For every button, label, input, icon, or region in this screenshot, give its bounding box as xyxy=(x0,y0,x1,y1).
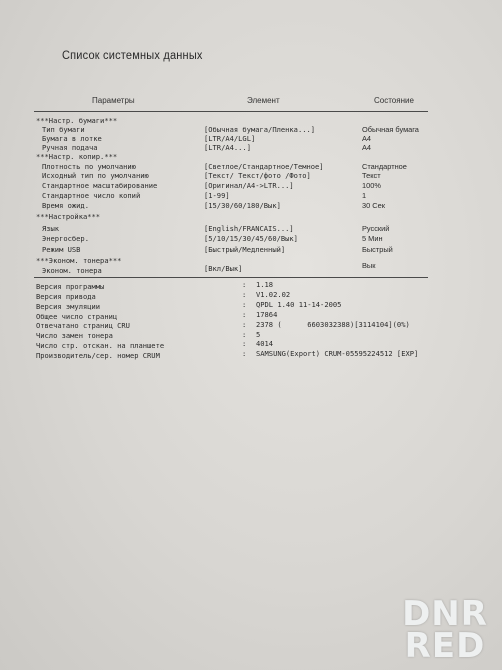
table-row-label: Стандартное масштабирование xyxy=(42,181,158,190)
info-label: Версия привода xyxy=(36,292,96,301)
table-row-element: [Текст/ Текст/фото /Фото] xyxy=(204,171,311,180)
info-label: Число стр. отскан. на планшете xyxy=(36,341,165,350)
table-row-element: [1-99] xyxy=(204,191,230,200)
table-row-element: [15/30/60/180/Вык] xyxy=(204,201,281,210)
info-colon: : xyxy=(242,300,247,309)
table-row-label: Бумага в лотке xyxy=(42,134,102,143)
info-label: Версия программы xyxy=(36,282,105,291)
table-row-element: [5/10/15/30/45/60/Вык] xyxy=(204,234,298,243)
table-row-element: [Быстрый/Медленный] xyxy=(204,245,286,254)
section-heading: ***Эконом. тонера*** xyxy=(36,256,122,265)
table-row-state: Текст xyxy=(362,171,381,180)
info-value: 2378 ( 6603032388)[3114104](0%) xyxy=(256,320,410,329)
info-colon: : xyxy=(242,280,247,289)
info-colon: : xyxy=(242,320,247,329)
table-row-label: Эконом. тонера xyxy=(42,266,102,275)
table-row-element: [Светлое/Стандартное/Темное] xyxy=(204,162,324,171)
info-label: Версия эмуляции xyxy=(36,302,101,311)
section-heading: ***Настр. копир.*** xyxy=(36,152,118,161)
table-row-label: Язык xyxy=(42,224,60,233)
table-row-element: [Оригинал/A4->LTR...] xyxy=(204,181,294,190)
table-row-state: Быстрый xyxy=(362,245,393,254)
table-row-state: Вык xyxy=(362,261,376,270)
table-row-state: Стандартное xyxy=(362,162,407,171)
info-value: 17864 xyxy=(256,310,278,319)
table-row-label: Время ожид. xyxy=(42,201,89,210)
table-row-label: Плотность по умолчанию xyxy=(42,162,136,171)
table-row-state: A4 xyxy=(362,134,372,143)
table-row-element: [LTR/A4/LGL] xyxy=(204,134,256,143)
info-colon: : xyxy=(242,349,247,358)
info-value: 1.18 xyxy=(256,280,274,289)
table-row-state: Обычная бумага xyxy=(362,125,419,134)
table-row-label: Ручная подача xyxy=(42,143,98,152)
info-colon: : xyxy=(242,310,247,319)
table-row-element: [Обычная бумага/Пленка...] xyxy=(204,125,316,134)
info-colon: : xyxy=(242,339,247,348)
dnr-red-watermark: DNR RED xyxy=(402,594,488,666)
column-header-parameters: Параметры xyxy=(92,96,135,105)
info-label: Отвечатано страниц CRU xyxy=(36,321,130,330)
column-header-state: Состояние xyxy=(374,96,414,105)
section-rule xyxy=(34,277,428,278)
table-row-state: Русский xyxy=(362,224,390,233)
table-row-state: 1 xyxy=(362,191,367,200)
table-row-state: 30 Сек xyxy=(362,201,385,210)
table-row-state: 5 Мин xyxy=(362,234,383,243)
info-label: Число замен тонера xyxy=(36,331,113,340)
info-value: 4014 xyxy=(256,339,274,348)
table-row-label: Стандартное число копий xyxy=(42,191,141,200)
column-header-element: Элемент xyxy=(247,96,280,105)
table-row-state: 100% xyxy=(362,181,381,190)
table-row-element: [LTR/A4...] xyxy=(204,143,251,152)
info-value: SAMSUNG(Export) CRUM-05595224512 [EXP] xyxy=(256,349,419,358)
table-row-label: Энергосбер. xyxy=(42,234,89,243)
table-row-state: A4 xyxy=(362,143,372,152)
section-heading: ***Настр. бумаги*** xyxy=(36,116,118,125)
section-heading: ***Настройка*** xyxy=(36,212,101,221)
table-row-label: Исходный тип по умолчанию xyxy=(42,171,149,180)
info-value: 5 xyxy=(256,330,261,339)
table-row-element: [Вкл/Вык] xyxy=(204,264,243,273)
header-rule xyxy=(34,111,428,112)
info-value: V1.02.02 xyxy=(256,290,291,299)
table-row-element: [English/FRANCAIS...] xyxy=(204,224,294,233)
info-label: Общее число страниц xyxy=(36,312,118,321)
table-row-label: Тип бумаги xyxy=(42,125,85,134)
table-row-label: Режим USB xyxy=(42,245,81,254)
info-value: QPDL 1.40 11-14-2005 xyxy=(256,300,342,309)
info-colon: : xyxy=(242,330,247,339)
info-colon: : xyxy=(242,290,247,299)
report-title: Список системных данных xyxy=(62,49,203,63)
info-label: Производитель/сер. номер CRUM xyxy=(36,351,160,360)
